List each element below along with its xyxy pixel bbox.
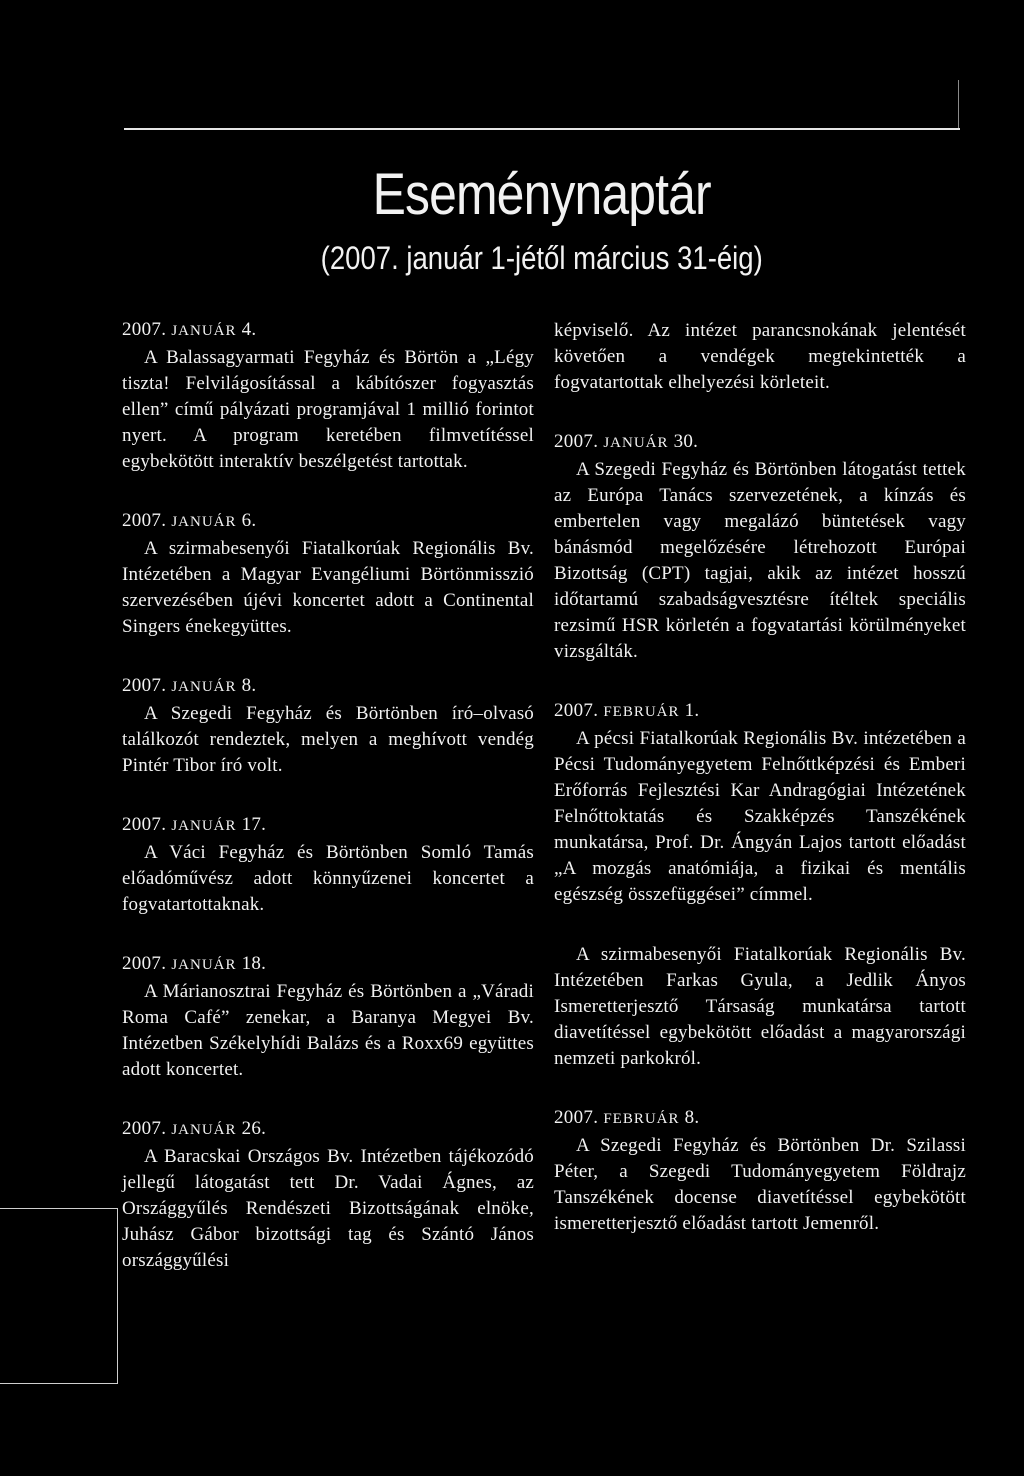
event-date: 2007. FEBRUÁR 8. <box>554 1107 700 1128</box>
event-text: A Balassagyarmati Fegyház és Börtön a „Légy tiszta! Felvilágosítással a kábítószer fogyasztás ellen” című pályázati programjával 1 millió forintot nyert. A program keretében filmvetítéssel egybekötött interaktív beszélgetést tartottak. <box>122 347 534 472</box>
event-date: 2007. JANUÁR 8. <box>122 675 257 696</box>
event-entry <box>122 813 534 918</box>
event-entry <box>122 509 534 640</box>
event-date: 2007. FEBRUÁR 1. <box>554 700 700 721</box>
event-text: A Baracskai Országos Bv. Intézetben tájékozódó jellegű látogatást tett Dr. Vadai Ágnes, az Országgyűlés Rendészeti Bizottságának elnöke, Juhász Gábor bizottsági tag és Szántó János országgyűlési <box>122 1146 534 1271</box>
event-entry <box>122 952 534 1083</box>
corner-rule <box>958 80 959 128</box>
event-text: A Szegedi Fegyház és Börtönben író–olvasó találkozót rendeztek, melyen a meghívott vendég Pintér Tibor író volt. <box>122 703 534 776</box>
event-entry <box>122 318 534 475</box>
event-date: 2007. JANUÁR 18. <box>122 953 267 974</box>
event-text: képviselő. Az intézet parancsnokának jelentését követően a vendégek megtekintették a fogvatartottak elhelyezési körleteit. <box>554 320 966 393</box>
left-column <box>122 318 534 1308</box>
event-text: A Váci Fegyház és Börtönben Somló Tamás előadóművész adott könnyűzenei koncertet a fogvatartottaknak. <box>122 842 534 915</box>
event-text: A szirmabesenyői Fiatalkorúak Regionális Bv. Intézetében Farkas Gyula, a Jedlik Ányos Ismeretterjesztő Társaság munkatársa tartott diavetítéssel egybekötött előadást a magyarországi nemzeti parkokról. <box>554 944 966 1069</box>
event-entry <box>122 1117 534 1274</box>
page-subtitle: (2007. január 1-jétől március 31-éig) <box>320 240 763 276</box>
corner-frame <box>0 1208 118 1384</box>
event-text: A Szegedi Fegyház és Börtönben Dr. Szilassi Péter, a Szegedi Tudományegyetem Földrajz Tanszékének docense diavetítéssel egybekötött ismeretterjesztő előadást tartott Jemenről. <box>554 1135 966 1234</box>
event-entry <box>554 942 966 1072</box>
event-entry <box>554 699 966 908</box>
event-date: 2007. JANUÁR 30. <box>554 431 699 452</box>
event-text: A pécsi Fiatalkorúak Regionális Bv. intézetében a Pécsi Tudományegyetem Felnőttképzési és Emberi Erőforrás Fejlesztési Kar Andragógiai Intézetének Felnőttoktatás és Szakképzés Tanszékének munkatársa, Prof. Dr. Ángyán Lajos tartott előadást „A mozgás anatómiája, a fizikai és mentális egészség összefüggései” címmel. <box>554 728 966 905</box>
event-date: 2007. JANUÁR 26. <box>122 1118 267 1139</box>
event-text: A szirmabesenyői Fiatalkorúak Regionális Bv. Intézetében a Magyar Evangéliumi Börtönmisszió szervezésében újévi koncertet adott a Continental Singers énekegyüttes. <box>122 538 534 637</box>
event-date: 2007. JANUÁR 4. <box>122 319 257 340</box>
event-text: A Szegedi Fegyház és Börtönben látogatást tettek az Európa Tanács szervezetének, a kínzás és embertelen vagy megalázó büntetések vagy bánásmód megelőzésére létrehozott Európai Bizottság (CPT) tagjai, akik az intézet hosszú időtartamú szabadságvesztésre ítéltek speciális rezsimű HSR körletén a fogvatartási körülményeket vizsgálták. <box>554 459 966 662</box>
page-title: Eseménynaptár <box>372 162 711 227</box>
event-date: 2007. JANUÁR 17. <box>122 814 267 835</box>
event-entry <box>554 430 966 665</box>
right-column <box>554 318 966 1271</box>
event-date: 2007. JANUÁR 6. <box>122 510 257 531</box>
event-entry <box>122 674 534 779</box>
event-text: A Márianosztrai Fegyház és Börtönben a „Váradi Roma Café” zenekar, a Baranya Megyei Bv. Intézetben Székelyhídi Balázs és a Roxx69 együttes adott koncertet. <box>122 981 534 1080</box>
event-continuation <box>554 318 966 396</box>
event-entry <box>554 1106 966 1237</box>
top-rule <box>124 128 960 130</box>
